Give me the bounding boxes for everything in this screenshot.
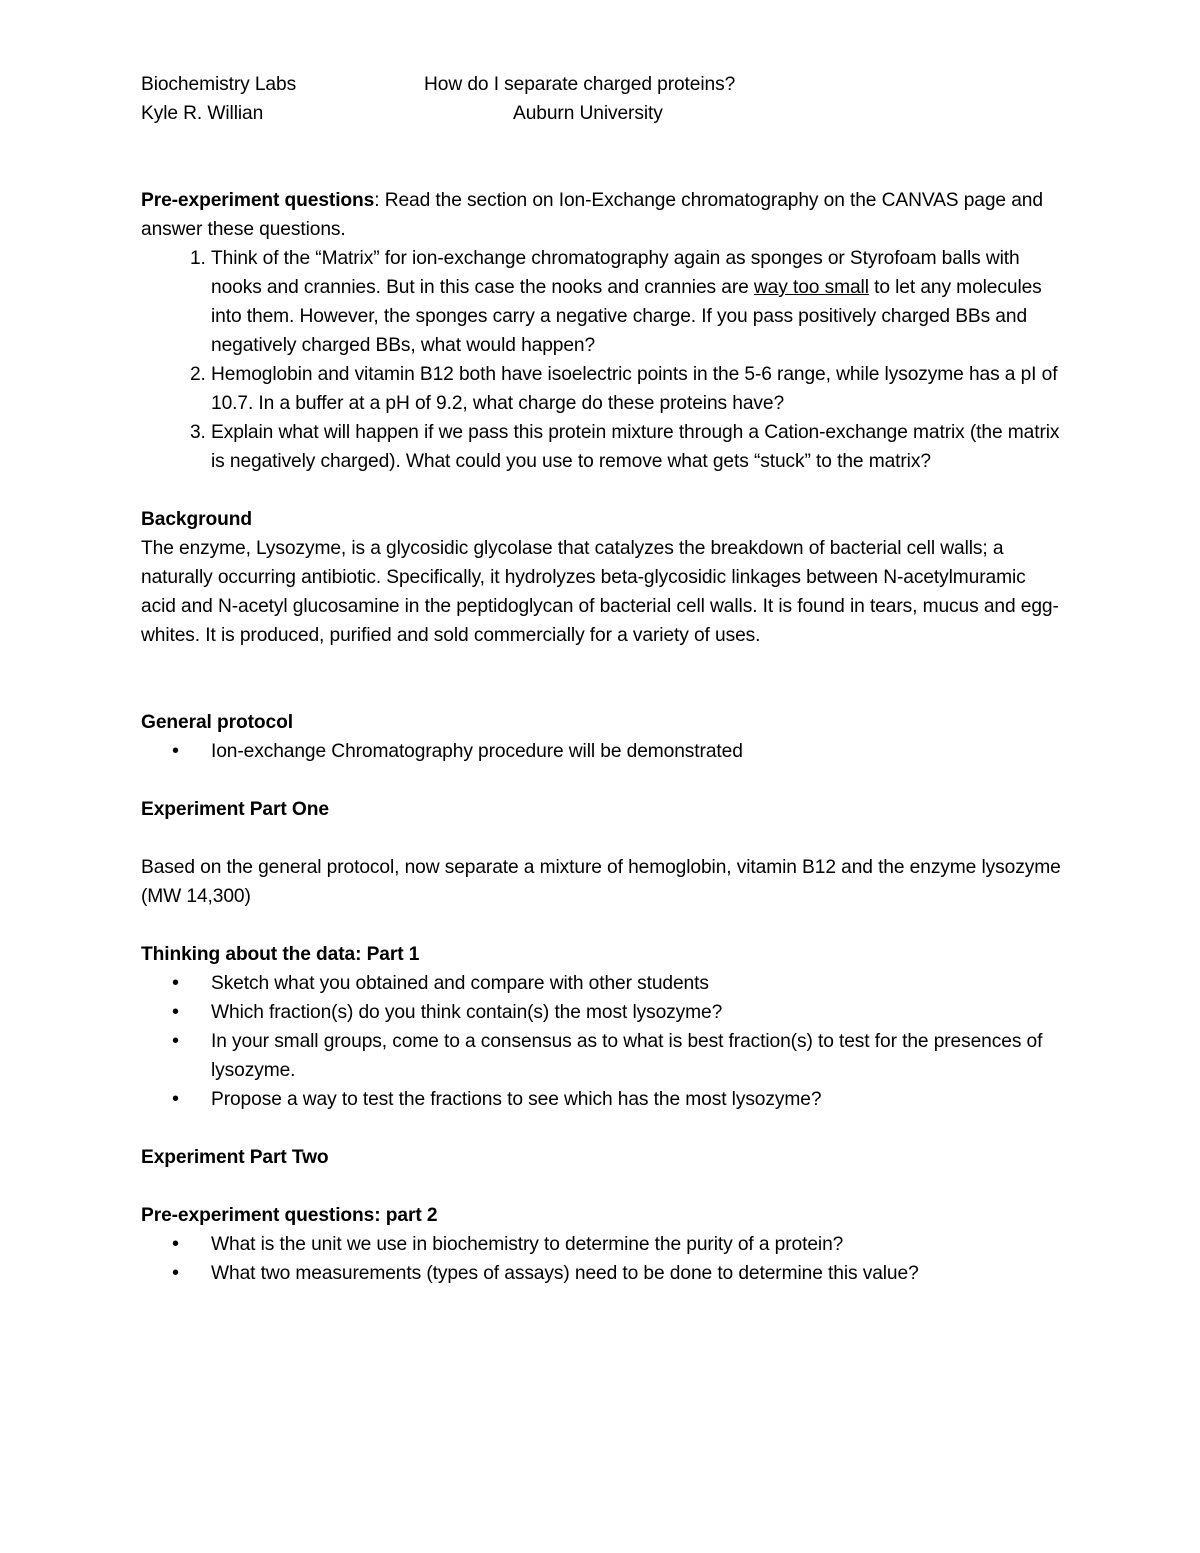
course-name: Biochemistry Labs xyxy=(141,74,297,95)
pre-experiment-2-list xyxy=(141,1230,1061,1288)
question-3: 3. Explain what will happen if we pass this protein mixture through a Cation-exchange matrix (the matrix is negatively charged). What could you use to remove what gets “stuck” to the matrix? xyxy=(211,418,1061,476)
background-heading: Background xyxy=(141,509,252,530)
header-row-2 xyxy=(141,99,1061,128)
institution-name: Auburn University xyxy=(513,103,663,124)
pre-experiment-intro-text: : Read the section on Ion-Exchange chromatography on the CANVAS page and answer these questions. xyxy=(141,190,1043,240)
header-row-1 xyxy=(141,70,1061,99)
list-item: • Which fraction(s) do you think contain(s) the most lysozyme? xyxy=(211,998,1061,1027)
question-2: 2. Hemoglobin and vitamin B12 both have isoelectric points in the 5-6 range, while lysozyme has a pI of 10.7. In a buffer at a pH of 9.2, what charge do these proteins have? xyxy=(211,360,1061,418)
document-page xyxy=(141,70,1061,1288)
document-title: How do I separate charged proteins? xyxy=(424,74,736,95)
general-protocol-heading: General protocol xyxy=(141,712,293,733)
part-one-heading: Experiment Part One xyxy=(141,799,329,820)
general-protocol-list xyxy=(141,737,1061,766)
part-one-text: Based on the general protocol, now separate a mixture of hemoglobin, vitamin B12 and the enzyme lysozyme (MW 14,300) xyxy=(141,857,1061,907)
list-item: • Propose a way to test the fractions to see which has the most lysozyme? xyxy=(211,1085,1061,1114)
thinking-part1-list xyxy=(141,969,1061,1114)
list-item: • Sketch what you obtained and compare with other students xyxy=(211,969,1061,998)
list-item: • Ion-exchange Chromatography procedure will be demonstrated xyxy=(211,737,1061,766)
background-text: The enzyme, Lysozyme, is a glycosidic glycolase that catalyzes the breakdown of bacterial cell walls; a naturally occurring antibiotic. Specifically, it hydrolyzes beta-glycosidic linkages between N-acetylmuramic acid and N-acetyl glucosamine in the peptidoglycan of bacterial cell walls. It is found in tears, mucus and egg-whites. It is produced, purified and sold commercially for a variety of uses. xyxy=(141,538,1059,646)
underlined-phrase: way too small xyxy=(753,277,869,298)
list-item: • What two measurements (types of assays) need to be done to determine this value? xyxy=(211,1259,1061,1288)
thinking-part1-heading: Thinking about the data: Part 1 xyxy=(141,944,420,965)
question-1: 1. Think of the “Matrix” for ion-exchange chromatography again as sponges or Styrofoam balls with nooks and crannies. But in this case the nooks and crannies are way too small to let any molecules into them. However, the sponges carry a negative charge. If you pass positively charged BBs and negatively charged BBs, what would happen? xyxy=(211,244,1061,360)
pre-experiment-heading: Pre-experiment questions xyxy=(141,190,375,211)
pre-experiment-intro xyxy=(141,186,1061,244)
list-item: • What is the unit we use in biochemistry to determine the purity of a protein? xyxy=(211,1230,1061,1259)
author-name: Kyle R. Willian xyxy=(141,103,264,124)
part-two-heading: Experiment Part Two xyxy=(141,1147,329,1168)
pre-experiment-2-heading: Pre-experiment questions: part 2 xyxy=(141,1205,438,1226)
list-item: • In your small groups, come to a consensus as to what is best fraction(s) to test for the presences of lysozyme. xyxy=(211,1027,1061,1085)
pre-experiment-question-list xyxy=(141,244,1061,476)
